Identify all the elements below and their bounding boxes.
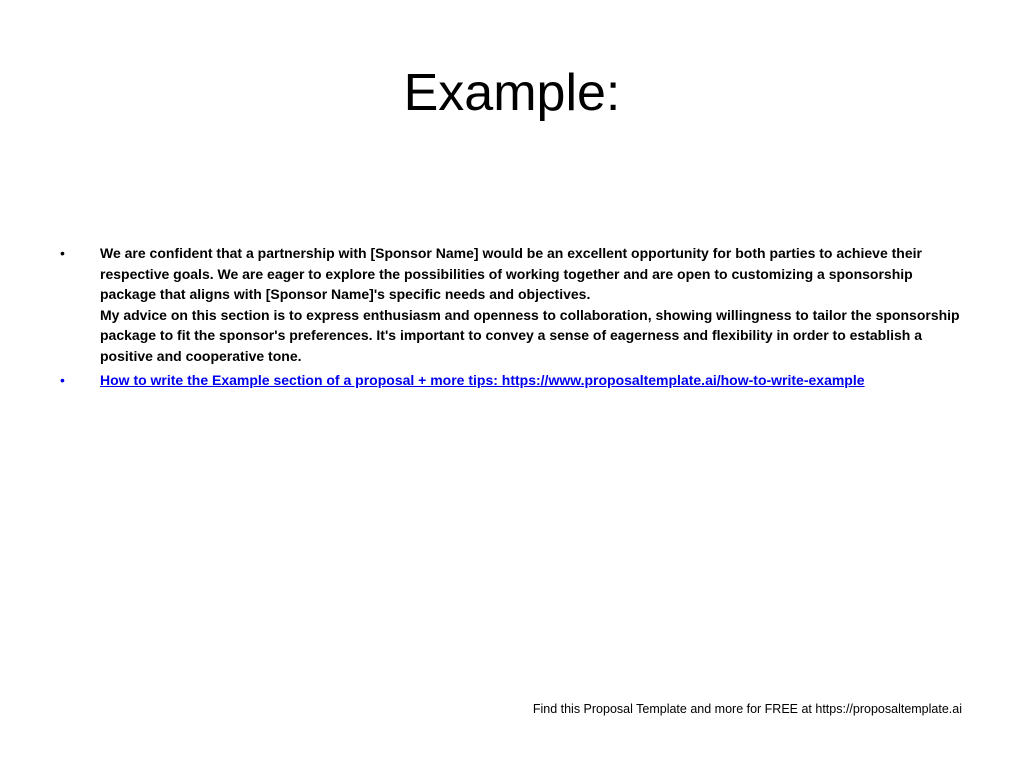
bullet-marker: • [60, 245, 65, 261]
bullet-list [60, 243, 965, 395]
bullet-item-description [60, 243, 965, 366]
description-paragraph: We are confident that a partnership with [Sponsor Name] would be an excellent opportunity for both parties to achieve their respective goals. We are eager to explore the possibilities of working together and are open to customizing a sponsorship package that aligns with [Sponsor Name]'s specific needs and objectives. [100, 245, 922, 302]
how-to-write-link[interactable]: How to write the Example section of a proposal + more tips: https://www.proposaltemplate.ai/how-to-write-example [100, 372, 865, 388]
footer-text: Find this Proposal Template and more for FREE at https://proposaltemplate.ai [532, 702, 962, 716]
slide-title: Example: [403, 64, 621, 122]
bullet-marker: • [60, 372, 65, 388]
bullet-item-link [60, 370, 965, 391]
advice-paragraph: My advice on this section is to express enthusiasm and openness to collaboration, showing willingness to tailor the sponsorship package to fit the sponsor's preferences. It's important to convey a sense of eagerness and flexibility in order to establish a positive and cooperative tone. [100, 306, 960, 364]
